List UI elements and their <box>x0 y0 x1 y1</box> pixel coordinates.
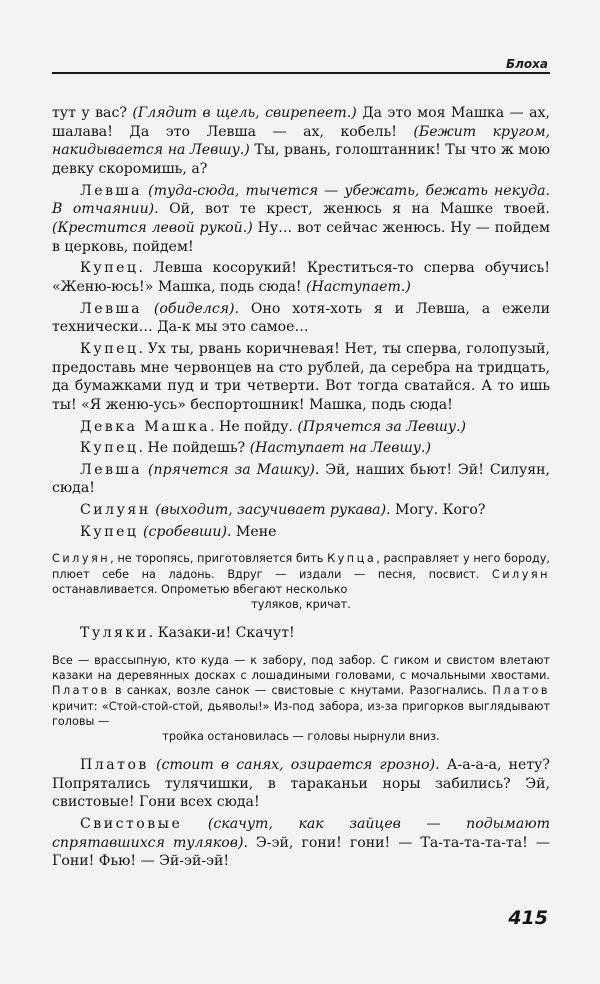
text-run: . Ух ты, рвань коричневая! Нет, ты сперва, голопузый, предоставь мне червонцев на сто рублей, да серебра на тридцать, да бумажками пуд и три четверти. Вот тогда сватайся. А то ишь ты! «Я женю-усь» беспортошник! Машка, подь сюда! <box>52 340 550 413</box>
speaker-name: Туляки <box>80 625 149 642</box>
dialogue-line <box>52 501 550 520</box>
speaker-name: Силуян <box>491 567 550 581</box>
running-header-title: Блоха <box>505 57 548 71</box>
stage-direction-last-line: туляков, кричат. <box>251 598 351 612</box>
speaker-name: Платов <box>52 684 110 698</box>
speaker-name: Купец <box>80 340 139 357</box>
text-run: Да это моя Машка — ах, шалава! Да это Левша — ах, кобель! <box>52 105 551 140</box>
stage-direction <box>52 551 550 612</box>
text-run: Ну… вот сейчас женюсь. Ну — пойдем в церковь, пойдем! <box>52 219 550 255</box>
speaker-name: Купец <box>80 440 139 457</box>
dialogue-continuation <box>52 104 550 179</box>
stage-remark: (стоит в санях, озирается грозно). <box>156 757 440 774</box>
text-run: Могу. Кого? <box>390 502 486 519</box>
text-run: Мене <box>231 523 277 540</box>
stage-direction-last-line: тройка остановилась — головы нырнули вниз. <box>162 729 440 743</box>
speaker-name: Платов <box>80 757 149 774</box>
stage-remark: (обиделся). <box>153 300 240 317</box>
dialogue-line <box>52 300 550 337</box>
text-run: кричит: «Стой-стой-стой, дьяволы!» Из-под забора, из-за пригорков выглядывают головы — <box>52 699 550 728</box>
stage-remark: (Крестится левой рукой.) <box>52 219 253 236</box>
stage-remark: (прячется за Машку). <box>148 461 320 478</box>
text-run: Эй, наших бьют! Эй! Силуян, сюда! <box>52 461 551 497</box>
text-run: Ой, вот те крест, женюсь я на Машке твоей. <box>158 201 550 218</box>
speaker-name: Платов <box>492 684 550 698</box>
speaker-name: Купец <box>80 523 139 540</box>
speaker-name: Левша <box>80 182 143 199</box>
text-run: , не торопясь, приготовляется бить <box>110 552 328 566</box>
stage-remark: (Наступает на Левшу.) <box>249 440 431 457</box>
dialogue-line <box>52 418 550 437</box>
speaker-name: Свистовые <box>80 816 183 833</box>
dialogue-line <box>52 259 550 296</box>
dialogue-line <box>52 439 550 458</box>
speaker-name: Девка Машка <box>80 418 211 435</box>
text-run: Э-эй, гони! гони! — Та-та-та-та-та! — Гони! Фью! — Эй-эй-эй! <box>52 834 550 870</box>
speaker-name: Левша <box>80 300 143 317</box>
dialogue-line <box>52 182 550 257</box>
stage-remark: (Глядит в щель, свирепеет.) <box>132 105 357 121</box>
dialogue-line <box>52 624 550 643</box>
dialogue-line <box>52 756 550 812</box>
text-run: в санках, возле санок — свистовые с кнутами. Разогнались. <box>109 684 493 698</box>
stage-remark: (выходит, засучивает рукава). <box>155 502 391 519</box>
text-run <box>142 301 154 317</box>
dialogue-line <box>52 815 550 871</box>
stage-remark: (скачут, как зайцев — подымают спрятавшихся туляков). <box>52 816 551 851</box>
stage-remark: (туда-сюда, тычется — убежать, бежать некуда. В отчаянии). <box>52 182 551 218</box>
speaker-name: Купец <box>80 260 139 277</box>
header-rule <box>52 72 550 74</box>
text-run: А-а-а-а, нету? Попрятались тулячишки, в тараканьи норы забились? Эй, свистовые! Гони всех сюда! <box>52 757 550 811</box>
text-run: Ты, рвань, голоштанник! Ты что ж мою девку скоромишь, а? <box>52 142 550 177</box>
text-run <box>182 816 208 832</box>
dialogue-line <box>52 461 550 498</box>
text-run: тут у вас? <box>52 105 133 121</box>
text-run: . Не пойду. <box>210 418 298 435</box>
text-run: . Левша косорукий! Креститься-то сперва обучись! «Женю-юсь!» Машка, подь сюда! <box>52 260 550 295</box>
text-run: Оно хотя-хоть я и Левша, а ежели технически… Да-к мы это самое… <box>52 300 550 336</box>
page-number: 415 <box>508 907 548 929</box>
stage-remark: (Наступает.) <box>306 278 411 295</box>
speaker-name: Силуян <box>52 552 111 566</box>
stage-remark: (Бежит кругом, накидывается на Левшу.) <box>52 123 550 159</box>
play-text <box>52 104 550 874</box>
text-run: , расправляет у него бороду, плюет себе на ладонь. Вдруг — издали — песня, посвист. <box>52 552 551 581</box>
stage-remark: (Прячется за Левшу.) <box>297 418 467 435</box>
text-run: . Не пойдешь? <box>138 440 250 457</box>
text-run: останавливается. Опрометью вбегают несколько <box>52 582 348 596</box>
stage-direction <box>52 653 550 744</box>
speaker-name: Левша <box>80 461 143 478</box>
dialogue-line <box>52 523 550 542</box>
stage-remark: (сробевши). <box>142 523 232 540</box>
text-run: . Казаки-и! Скачут! <box>148 625 295 642</box>
text-run <box>149 757 156 773</box>
speaker-name: Силуян <box>80 502 151 519</box>
speaker-name: Купца <box>327 552 377 566</box>
text-run: Все — врассыпную, кто куда — к забору, под забор. С гиком и свистом влетают казаки на деревянных досках с лошадиными головами, с мочальными хвостами. <box>52 653 550 683</box>
dialogue-line <box>52 340 550 415</box>
